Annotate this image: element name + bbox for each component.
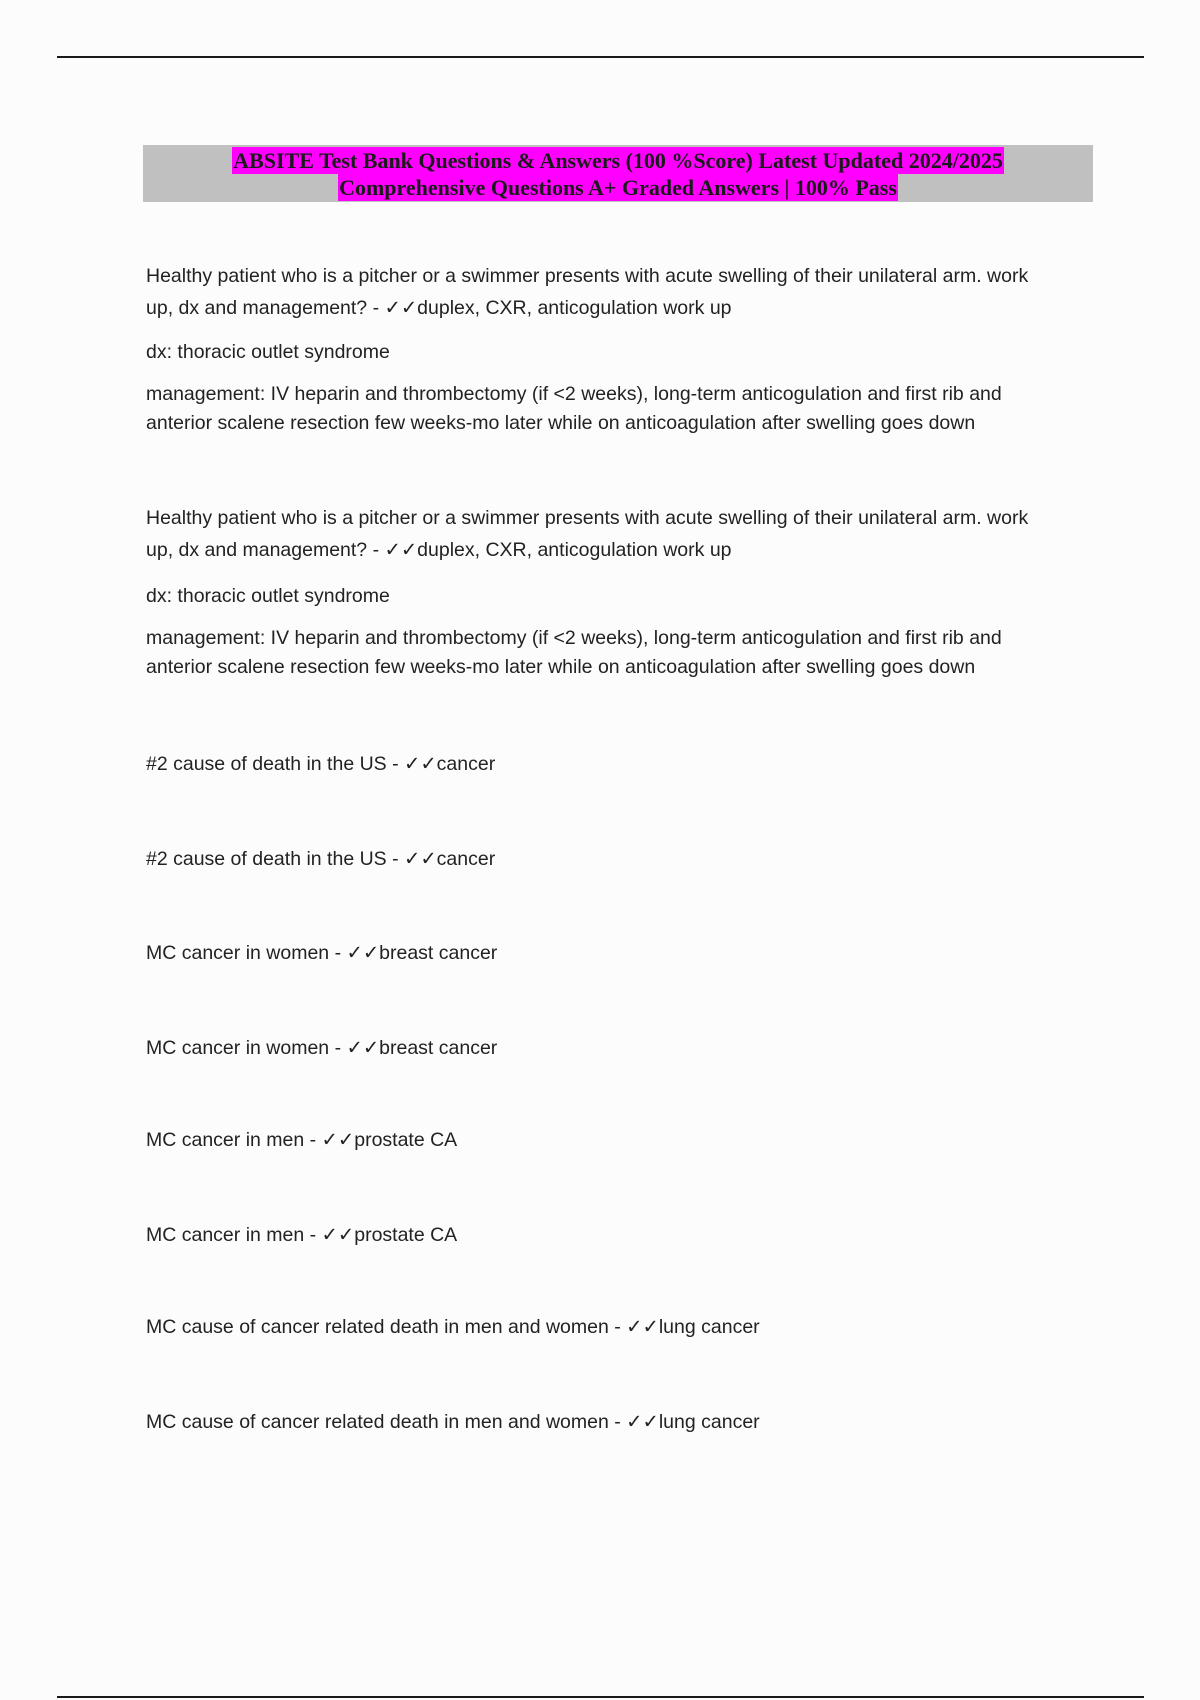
question-text: Healthy patient who is a pitcher or a swimmer presents with acute swelling of their unilateral arm. work — [146, 265, 1029, 287]
qa-item: MC cancer in men - ✓✓prostate CA — [146, 1224, 458, 1246]
management-line: management: IV heparin and thrombectomy (if <2 weeks), long-term anticogulation and first rib and — [146, 383, 1002, 405]
management-line: anterior scalene resection few weeks-mo later while on anticoagulation after swelling goes down — [146, 656, 976, 678]
document-title-line-2: Comprehensive Questions A+ Graded Answers | 100% Pass — [339, 174, 897, 200]
document-title-banner — [143, 145, 1093, 202]
question-text: Healthy patient who is a pitcher or a swimmer presents with acute swelling of their unilateral arm. work — [146, 507, 1029, 529]
qa-item: MC cause of cancer related death in men and women - ✓✓lung cancer — [146, 1411, 760, 1433]
diagnosis-text: dx: thoracic outlet syndrome — [146, 341, 390, 363]
qa-item: MC cause of cancer related death in men and women - ✓✓lung cancer — [146, 1316, 760, 1338]
qa-item: MC cancer in men - ✓✓prostate CA — [146, 1129, 458, 1151]
qa-item: #2 cause of death in the US - ✓✓cancer — [146, 848, 496, 870]
question-answer: up, dx and management? - ✓✓duplex, CXR, anticogulation work up — [146, 539, 732, 561]
diagnosis-text: dx: thoracic outlet syndrome — [146, 585, 390, 607]
management-line: management: IV heparin and thrombectomy (if <2 weeks), long-term anticogulation and first rib and — [146, 627, 1002, 649]
qa-item: #2 cause of death in the US - ✓✓cancer — [146, 753, 496, 775]
management-line: anterior scalene resection few weeks-mo later while on anticoagulation after swelling goes down — [146, 412, 976, 434]
management-text — [146, 380, 1096, 438]
document-title-line-1: ABSITE Test Bank Questions & Answers (100 %Score) Latest Updated 2024/2025 — [233, 147, 1003, 173]
qa-item: MC cancer in women - ✓✓breast cancer — [146, 1037, 498, 1059]
bottom-rule — [57, 1696, 1144, 1698]
qa-block-2 — [146, 502, 1096, 682]
qa-item: MC cancer in women - ✓✓breast cancer — [146, 942, 498, 964]
management-text — [146, 624, 1096, 682]
top-rule — [57, 56, 1144, 58]
qa-block-1 — [146, 260, 1096, 438]
question-answer: up, dx and management? - ✓✓duplex, CXR, anticogulation work up — [146, 297, 732, 319]
